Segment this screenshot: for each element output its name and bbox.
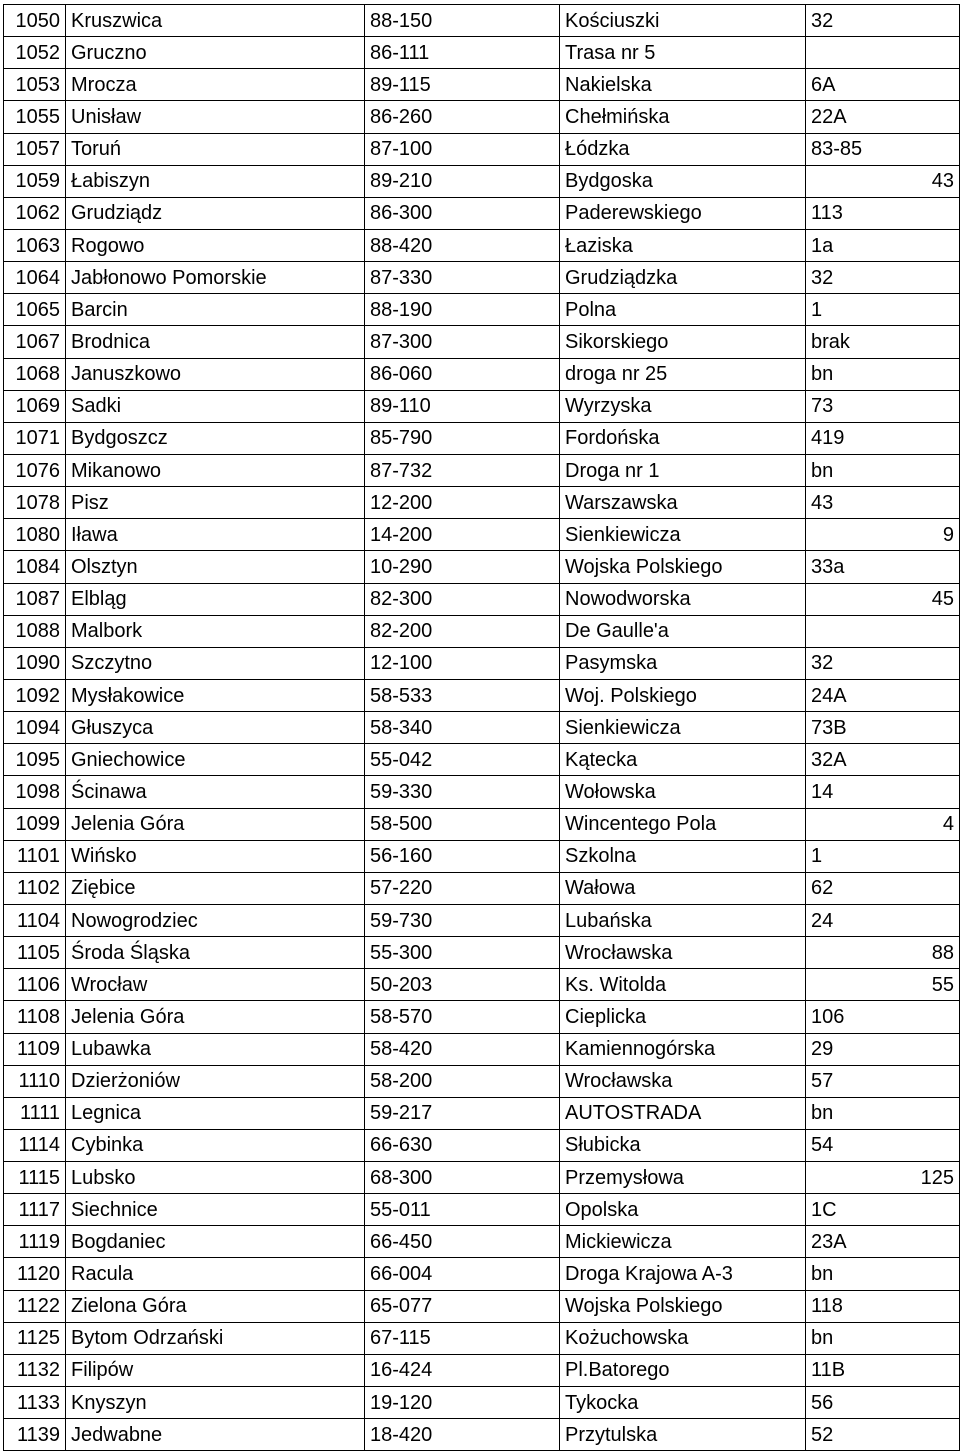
row-id-cell: 1067 <box>4 326 66 358</box>
city-cell: Wrocław <box>66 969 365 1001</box>
house-number-cell: 106 <box>806 1001 960 1033</box>
table-row <box>4 679 960 711</box>
house-number-cell: 118 <box>806 1290 960 1322</box>
city-cell: Jabłonowo Pomorskie <box>66 262 365 294</box>
street-cell: Pasymska <box>560 647 806 679</box>
table-row <box>4 454 960 486</box>
house-number-cell: 22A <box>806 101 960 133</box>
postal-code-cell: 65-077 <box>365 1290 560 1322</box>
table-row <box>4 712 960 744</box>
house-number-cell: 419 <box>806 422 960 454</box>
street-cell: Paderewskiego <box>560 197 806 229</box>
table-row <box>4 390 960 422</box>
table-row <box>4 1387 960 1419</box>
row-id-cell: 1109 <box>4 1033 66 1065</box>
row-id-cell: 1069 <box>4 390 66 422</box>
table-row <box>4 1065 960 1097</box>
house-number-cell: 32 <box>806 5 960 37</box>
street-cell: Łódzka <box>560 133 806 165</box>
table-row <box>4 165 960 197</box>
row-id-cell: 1133 <box>4 1387 66 1419</box>
table-row <box>4 840 960 872</box>
table-row <box>4 1354 960 1386</box>
row-id-cell: 1065 <box>4 294 66 326</box>
row-id-cell: 1105 <box>4 937 66 969</box>
table-row <box>4 133 960 165</box>
postal-code-cell: 56-160 <box>365 840 560 872</box>
city-cell: Bytom Odrzański <box>66 1322 365 1354</box>
postal-code-cell: 19-120 <box>365 1387 560 1419</box>
house-number-cell: bn <box>806 1097 960 1129</box>
row-id-cell: 1119 <box>4 1226 66 1258</box>
house-number-cell: 57 <box>806 1065 960 1097</box>
postal-code-cell: 87-732 <box>365 454 560 486</box>
street-cell: Droga Krajowa A-3 <box>560 1258 806 1290</box>
house-number-cell: bn <box>806 454 960 486</box>
city-cell: Mysłakowice <box>66 679 365 711</box>
row-id-cell: 1139 <box>4 1419 66 1451</box>
city-cell: Jelenia Góra <box>66 808 365 840</box>
table-row <box>4 551 960 583</box>
table-row <box>4 1129 960 1161</box>
city-cell: Wińsko <box>66 840 365 872</box>
row-id-cell: 1064 <box>4 262 66 294</box>
postal-code-cell: 66-450 <box>365 1226 560 1258</box>
street-cell: Wałowa <box>560 872 806 904</box>
city-cell: Mikanowo <box>66 454 365 486</box>
street-cell: Sienkiewicza <box>560 519 806 551</box>
postal-code-cell: 58-200 <box>365 1065 560 1097</box>
table-row <box>4 37 960 69</box>
row-id-cell: 1063 <box>4 229 66 261</box>
row-id-cell: 1114 <box>4 1129 66 1161</box>
street-cell: Kamiennogórska <box>560 1033 806 1065</box>
house-number-cell: bn <box>806 1322 960 1354</box>
house-number-cell: 73B <box>806 712 960 744</box>
row-id-cell: 1087 <box>4 583 66 615</box>
house-number-cell <box>806 615 960 647</box>
row-id-cell: 1111 <box>4 1097 66 1129</box>
street-cell: Cieplicka <box>560 1001 806 1033</box>
row-id-cell: 1050 <box>4 5 66 37</box>
postal-code-cell: 16-424 <box>365 1354 560 1386</box>
house-number-cell: 33a <box>806 551 960 583</box>
postal-code-cell: 58-500 <box>365 808 560 840</box>
table-row <box>4 1322 960 1354</box>
house-number-cell: 83-85 <box>806 133 960 165</box>
table-row <box>4 1258 960 1290</box>
postal-code-cell: 89-115 <box>365 69 560 101</box>
row-id-cell: 1125 <box>4 1322 66 1354</box>
city-cell: Gruczno <box>66 37 365 69</box>
city-cell: Kruszwica <box>66 5 365 37</box>
street-cell: Łaziska <box>560 229 806 261</box>
street-cell: droga nr 25 <box>560 358 806 390</box>
street-cell: Chełmińska <box>560 101 806 133</box>
table-row <box>4 1097 960 1129</box>
postal-code-cell: 58-533 <box>365 679 560 711</box>
table-row <box>4 1001 960 1033</box>
street-cell: Wojska Polskiego <box>560 551 806 583</box>
house-number-cell: 24 <box>806 904 960 936</box>
postal-code-cell: 58-340 <box>365 712 560 744</box>
table-row <box>4 358 960 390</box>
house-number-cell: 43 <box>806 165 960 197</box>
table-row <box>4 1419 960 1451</box>
table-row <box>4 5 960 37</box>
house-number-cell: 1C <box>806 1194 960 1226</box>
postal-code-cell: 58-420 <box>365 1033 560 1065</box>
row-id-cell: 1101 <box>4 840 66 872</box>
postal-code-cell: 10-290 <box>365 551 560 583</box>
street-cell: Trasa nr 5 <box>560 37 806 69</box>
house-number-cell: brak <box>806 326 960 358</box>
house-number-cell: 54 <box>806 1129 960 1161</box>
row-id-cell: 1099 <box>4 808 66 840</box>
city-cell: Lubsko <box>66 1162 365 1194</box>
street-cell: Nowodworska <box>560 583 806 615</box>
postal-code-cell: 86-060 <box>365 358 560 390</box>
postal-code-cell: 88-420 <box>365 229 560 261</box>
street-cell: Droga nr 1 <box>560 454 806 486</box>
street-cell: AUTOSTRADA <box>560 1097 806 1129</box>
postal-code-cell: 12-100 <box>365 647 560 679</box>
postal-code-cell: 89-210 <box>365 165 560 197</box>
house-number-cell: 9 <box>806 519 960 551</box>
street-cell: Sikorskiego <box>560 326 806 358</box>
table-row <box>4 937 960 969</box>
house-number-cell: 32A <box>806 744 960 776</box>
city-cell: Olsztyn <box>66 551 365 583</box>
city-cell: Pisz <box>66 487 365 519</box>
city-cell: Siechnice <box>66 1194 365 1226</box>
row-id-cell: 1076 <box>4 454 66 486</box>
postal-code-cell: 86-300 <box>365 197 560 229</box>
postal-code-cell: 59-330 <box>365 776 560 808</box>
house-number-cell: 32 <box>806 262 960 294</box>
city-cell: Środa Śląska <box>66 937 365 969</box>
row-id-cell: 1102 <box>4 872 66 904</box>
row-id-cell: 1078 <box>4 487 66 519</box>
house-number-cell: 1 <box>806 294 960 326</box>
house-number-cell: 1a <box>806 229 960 261</box>
city-cell: Jedwabne <box>66 1419 365 1451</box>
table-row <box>4 744 960 776</box>
city-cell: Szczytno <box>66 647 365 679</box>
street-cell: Ks. Witolda <box>560 969 806 1001</box>
street-cell: Wincentego Pola <box>560 808 806 840</box>
city-cell: Grudziądz <box>66 197 365 229</box>
city-cell: Legnica <box>66 1097 365 1129</box>
postal-code-cell: 55-011 <box>365 1194 560 1226</box>
house-number-cell <box>806 37 960 69</box>
house-number-cell: bn <box>806 1258 960 1290</box>
table-row <box>4 583 960 615</box>
row-id-cell: 1108 <box>4 1001 66 1033</box>
street-cell: Opolska <box>560 1194 806 1226</box>
house-number-cell: 52 <box>806 1419 960 1451</box>
house-number-cell: bn <box>806 358 960 390</box>
table-row <box>4 101 960 133</box>
postal-code-cell: 82-300 <box>365 583 560 615</box>
house-number-cell: 29 <box>806 1033 960 1065</box>
street-cell: Słubicka <box>560 1129 806 1161</box>
street-cell: Grudziądzka <box>560 262 806 294</box>
postal-code-cell: 87-330 <box>365 262 560 294</box>
house-number-cell: 23A <box>806 1226 960 1258</box>
street-cell: Warszawska <box>560 487 806 519</box>
house-number-cell: 43 <box>806 487 960 519</box>
row-id-cell: 1095 <box>4 744 66 776</box>
city-cell: Zielona Góra <box>66 1290 365 1322</box>
row-id-cell: 1084 <box>4 551 66 583</box>
house-number-cell: 24A <box>806 679 960 711</box>
postal-code-cell: 82-200 <box>365 615 560 647</box>
street-cell: Wołowska <box>560 776 806 808</box>
street-cell: Tykocka <box>560 1387 806 1419</box>
city-cell: Bogdaniec <box>66 1226 365 1258</box>
postal-code-cell: 89-110 <box>365 390 560 422</box>
city-cell: Lubawka <box>66 1033 365 1065</box>
row-id-cell: 1106 <box>4 969 66 1001</box>
postal-code-cell: 18-420 <box>365 1419 560 1451</box>
house-number-cell: 56 <box>806 1387 960 1419</box>
city-cell: Knyszyn <box>66 1387 365 1419</box>
house-number-cell: 32 <box>806 647 960 679</box>
row-id-cell: 1053 <box>4 69 66 101</box>
table-row <box>4 1194 960 1226</box>
row-id-cell: 1088 <box>4 615 66 647</box>
city-cell: Unisław <box>66 101 365 133</box>
street-cell: Wrocławska <box>560 1065 806 1097</box>
row-id-cell: 1094 <box>4 712 66 744</box>
city-cell: Gniechowice <box>66 744 365 776</box>
row-id-cell: 1120 <box>4 1258 66 1290</box>
table-row <box>4 776 960 808</box>
street-cell: Kościuszki <box>560 5 806 37</box>
city-cell: Iława <box>66 519 365 551</box>
city-cell: Ziębice <box>66 872 365 904</box>
house-number-cell: 73 <box>806 390 960 422</box>
row-id-cell: 1117 <box>4 1194 66 1226</box>
row-id-cell: 1062 <box>4 197 66 229</box>
city-cell: Malbork <box>66 615 365 647</box>
house-number-cell: 55 <box>806 969 960 1001</box>
street-cell: Kożuchowska <box>560 1322 806 1354</box>
row-id-cell: 1104 <box>4 904 66 936</box>
city-cell: Głuszyca <box>66 712 365 744</box>
street-cell: Woj. Polskiego <box>560 679 806 711</box>
postal-code-cell: 87-100 <box>365 133 560 165</box>
table-row <box>4 969 960 1001</box>
postal-code-cell: 86-111 <box>365 37 560 69</box>
city-cell: Jelenia Góra <box>66 1001 365 1033</box>
street-cell: Przytulska <box>560 1419 806 1451</box>
table-row <box>4 904 960 936</box>
postal-code-cell: 67-115 <box>365 1322 560 1354</box>
table-row <box>4 294 960 326</box>
city-cell: Mrocza <box>66 69 365 101</box>
table-body <box>4 5 960 1451</box>
row-id-cell: 1132 <box>4 1354 66 1386</box>
street-cell: Mickiewicza <box>560 1226 806 1258</box>
row-id-cell: 1110 <box>4 1065 66 1097</box>
row-id-cell: 1052 <box>4 37 66 69</box>
street-cell: Bydgoska <box>560 165 806 197</box>
street-cell: Sienkiewicza <box>560 712 806 744</box>
city-cell: Sadki <box>66 390 365 422</box>
house-number-cell: 4 <box>806 808 960 840</box>
table-row <box>4 1290 960 1322</box>
row-id-cell: 1080 <box>4 519 66 551</box>
postal-code-cell: 55-300 <box>365 937 560 969</box>
city-cell: Elbląg <box>66 583 365 615</box>
table-row <box>4 197 960 229</box>
table-row <box>4 229 960 261</box>
table-row <box>4 647 960 679</box>
house-number-cell: 11B <box>806 1354 960 1386</box>
table-row <box>4 872 960 904</box>
street-cell: De Gaulle'a <box>560 615 806 647</box>
street-cell: Przemysłowa <box>560 1162 806 1194</box>
postal-code-cell: 68-300 <box>365 1162 560 1194</box>
house-number-cell: 125 <box>806 1162 960 1194</box>
city-cell: Łabiszyn <box>66 165 365 197</box>
city-cell: Rogowo <box>66 229 365 261</box>
city-cell: Brodnica <box>66 326 365 358</box>
street-cell: Szkolna <box>560 840 806 872</box>
city-cell: Ścinawa <box>66 776 365 808</box>
table-row <box>4 519 960 551</box>
city-cell: Bydgoszcz <box>66 422 365 454</box>
postal-code-cell: 59-217 <box>365 1097 560 1129</box>
postal-code-cell: 66-004 <box>365 1258 560 1290</box>
table-row <box>4 69 960 101</box>
street-cell: Kątecka <box>560 744 806 776</box>
row-id-cell: 1115 <box>4 1162 66 1194</box>
street-cell: Wojska Polskiego <box>560 1290 806 1322</box>
postal-code-cell: 12-200 <box>365 487 560 519</box>
postal-code-cell: 86-260 <box>365 101 560 133</box>
postal-code-cell: 87-300 <box>365 326 560 358</box>
street-cell: Wrocławska <box>560 937 806 969</box>
postal-code-cell: 66-630 <box>365 1129 560 1161</box>
house-number-cell: 6A <box>806 69 960 101</box>
postal-code-cell: 58-570 <box>365 1001 560 1033</box>
city-cell: Dzierżoniów <box>66 1065 365 1097</box>
row-id-cell: 1090 <box>4 647 66 679</box>
street-cell: Nakielska <box>560 69 806 101</box>
postal-code-cell: 50-203 <box>365 969 560 1001</box>
house-number-cell: 45 <box>806 583 960 615</box>
postal-code-cell: 14-200 <box>365 519 560 551</box>
house-number-cell: 1 <box>806 840 960 872</box>
street-cell: Lubańska <box>560 904 806 936</box>
row-id-cell: 1092 <box>4 679 66 711</box>
address-table <box>3 4 960 1451</box>
city-cell: Januszkowo <box>66 358 365 390</box>
city-cell: Nowogrodziec <box>66 904 365 936</box>
city-cell: Racula <box>66 1258 365 1290</box>
row-id-cell: 1071 <box>4 422 66 454</box>
table-row <box>4 1226 960 1258</box>
house-number-cell: 113 <box>806 197 960 229</box>
table-row <box>4 262 960 294</box>
row-id-cell: 1098 <box>4 776 66 808</box>
city-cell: Toruń <box>66 133 365 165</box>
house-number-cell: 14 <box>806 776 960 808</box>
postal-code-cell: 59-730 <box>365 904 560 936</box>
row-id-cell: 1068 <box>4 358 66 390</box>
row-id-cell: 1122 <box>4 1290 66 1322</box>
table-row <box>4 808 960 840</box>
city-cell: Cybinka <box>66 1129 365 1161</box>
postal-code-cell: 88-190 <box>365 294 560 326</box>
postal-code-cell: 85-790 <box>365 422 560 454</box>
street-cell: Wyrzyska <box>560 390 806 422</box>
postal-code-cell: 88-150 <box>365 5 560 37</box>
table-row <box>4 1162 960 1194</box>
table-row <box>4 326 960 358</box>
city-cell: Barcin <box>66 294 365 326</box>
street-cell: Polna <box>560 294 806 326</box>
street-cell: Fordońska <box>560 422 806 454</box>
table-row <box>4 487 960 519</box>
house-number-cell: 88 <box>806 937 960 969</box>
table-row <box>4 615 960 647</box>
row-id-cell: 1057 <box>4 133 66 165</box>
city-cell: Filipów <box>66 1354 365 1386</box>
table-row <box>4 422 960 454</box>
postal-code-cell: 57-220 <box>365 872 560 904</box>
row-id-cell: 1055 <box>4 101 66 133</box>
postal-code-cell: 55-042 <box>365 744 560 776</box>
row-id-cell: 1059 <box>4 165 66 197</box>
table-row <box>4 1033 960 1065</box>
street-cell: Pl.Batorego <box>560 1354 806 1386</box>
house-number-cell: 62 <box>806 872 960 904</box>
